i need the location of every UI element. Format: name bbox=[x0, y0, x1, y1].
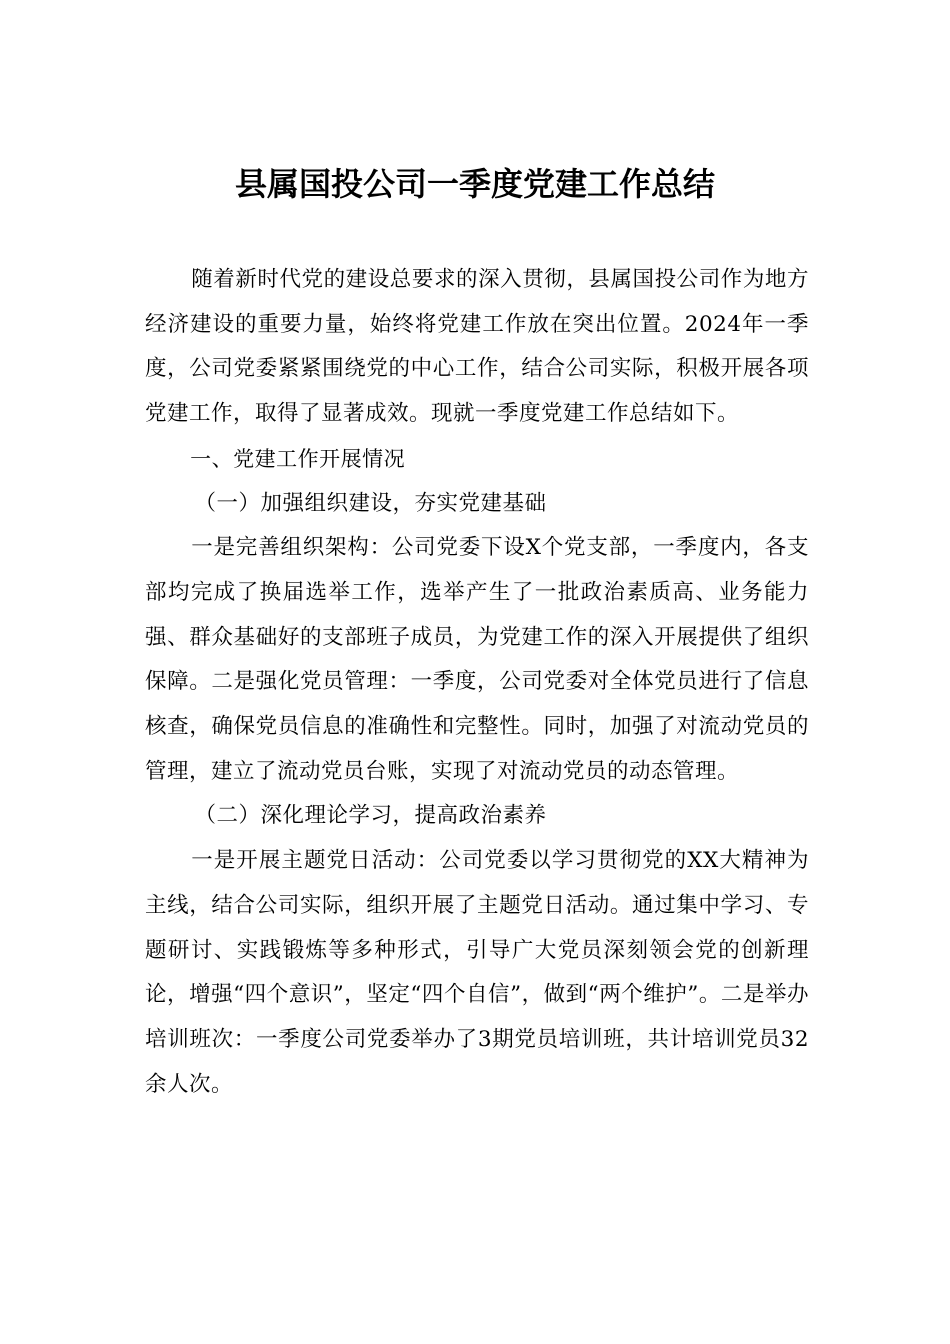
subsection-heading-1: （一）加强组织建设，夯实党建基础 bbox=[194, 490, 547, 516]
document-title: 县属国投公司一季度党建工作总结 bbox=[234, 165, 715, 203]
document-body bbox=[145, 258, 809, 1107]
subsection-body-2: 一是开展主题党日活动：公司党委以学习贯彻党的XX大精神为主线，结合公司实际，组织开展了主题党日活动。通过集中学习、专题研讨、实践锻炼等多种形式，引导广大党员深刻领会党的创新理论，增强“四个意识”，坚定“四个自信”，做到“两个维护”。二是举办培训班次：一季度公司党委举办了3期党员培训班，共计培训党员32余人次。 bbox=[145, 848, 809, 1097]
subsection-body-1: 一是完善组织架构：公司党委下设X个党支部，一季度内，各支部均完成了换届选举工作，选举产生了一批政治素质高、业务能力强、群众基础好的支部班子成员，为党建工作的深入开展提供了组织保障。二是强化党员管理：一季度，公司党委对全体党员进行了信息核查，确保党员信息的准确性和完整性。同时，加强了对流动党员的管理，建立了流动党员台账，实现了对流动党员的动态管理。 bbox=[145, 535, 809, 784]
subsection-heading-2: （二）深化理论学习，提高政治素养 bbox=[194, 803, 547, 829]
intro-paragraph: 随着新时代党的建设总要求的深入贯彻，县属国投公司作为地方经济建设的重要力量，始终将党建工作放在突出位置。2024年一季度，公司党委紧紧围绕党的中心工作，结合公司实际，积极开展各项党建工作，取得了显著成效。现就一季度党建工作总结如下。 bbox=[145, 267, 809, 427]
section-heading-1: 一、党建工作开展情况 bbox=[190, 446, 406, 471]
